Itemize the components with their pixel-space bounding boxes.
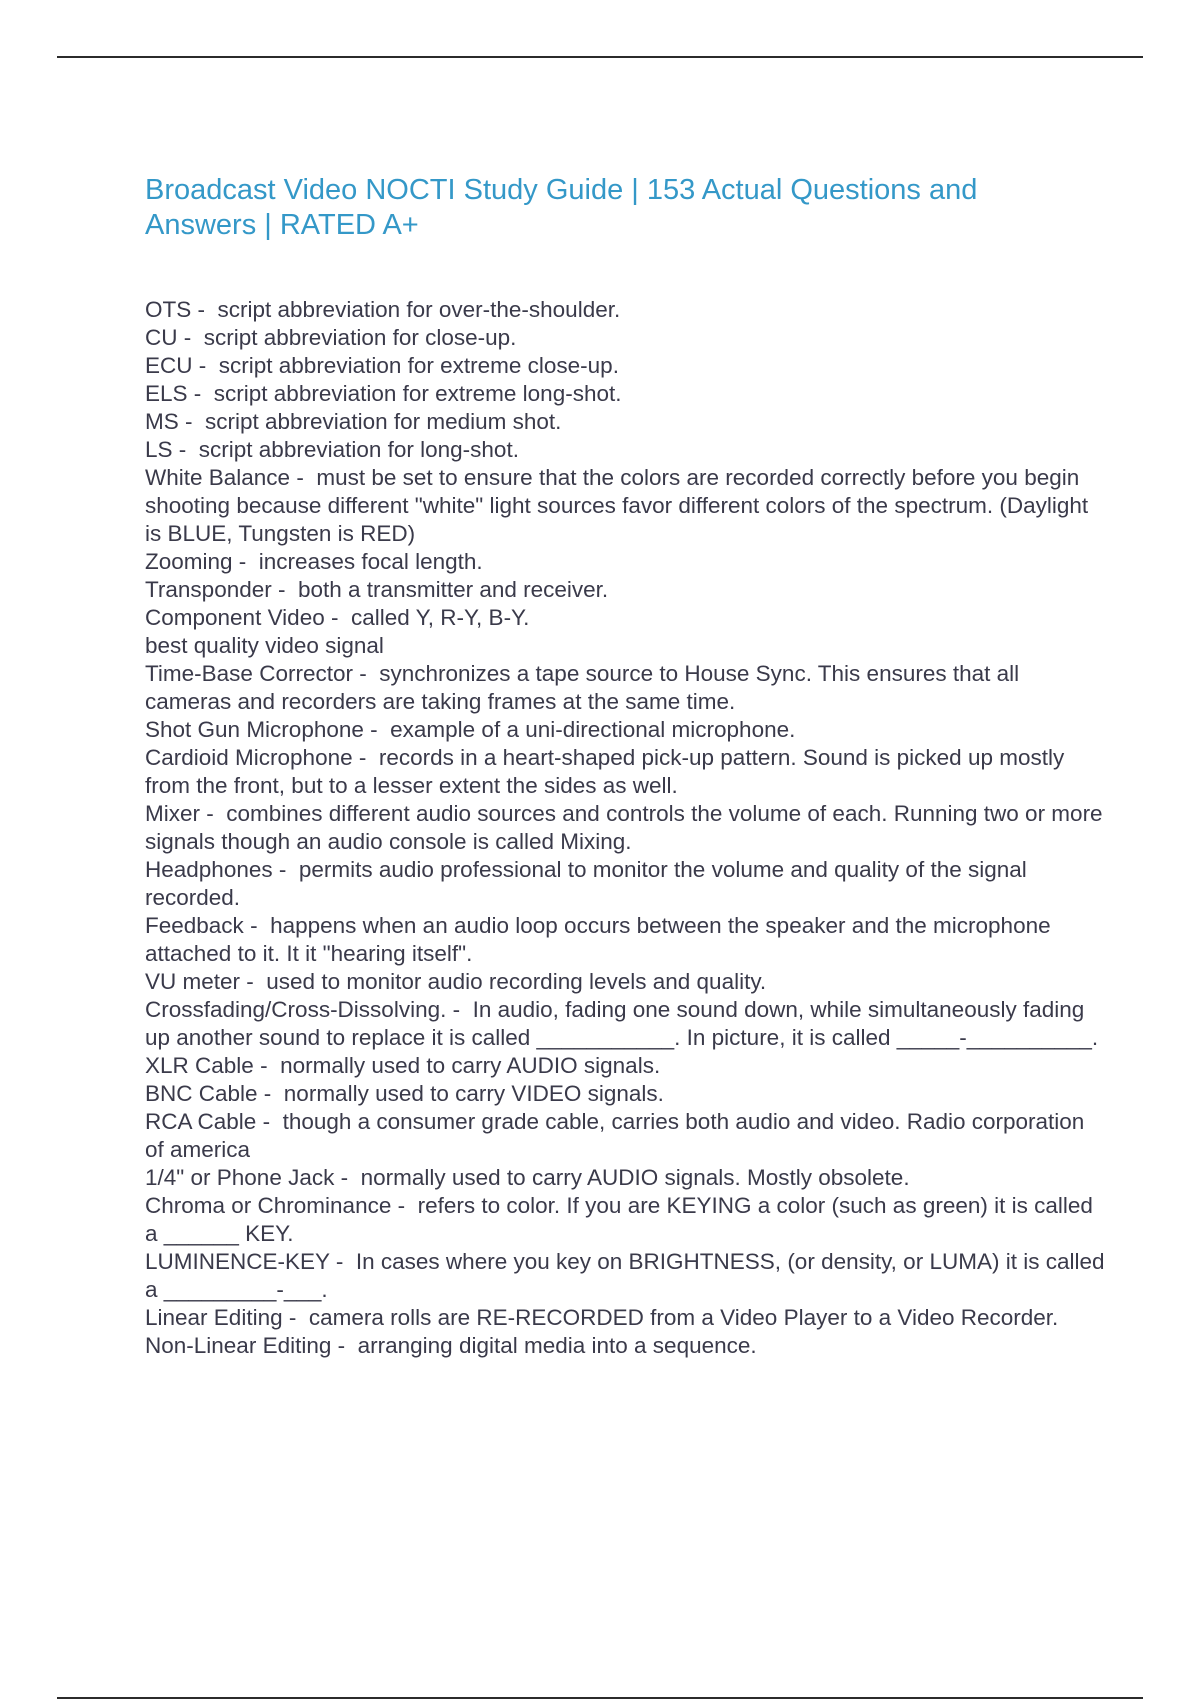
entry-definition: increases focal length.: [258, 549, 483, 574]
entry-definition: records in a heart-shaped pick-up pattern. Sound is picked up mostly from the front, but to a lesser extent the sides as well.: [145, 745, 1071, 798]
study-entry: [145, 660, 1105, 716]
entry-definition: normally used to carry AUDIO signals. Mostly obsolete.: [360, 1165, 910, 1190]
entry-definition: In audio, fading one sound down, while simultaneously fading up another sound to replace it is called ___________. In picture, it is called _____-__________.: [145, 997, 1099, 1050]
document-title: Broadcast Video NOCTI Study Guide | 153 Actual Questions and Answers | RATED A+: [145, 174, 978, 241]
entry-term: LUMINENCE-KEY: [145, 1249, 330, 1274]
study-entry: [145, 380, 1105, 408]
entry-definition: happens when an audio loop occurs between the speaker and the microphone attached to it. It it "hearing itself".: [145, 913, 1057, 966]
entry-term: ELS: [145, 381, 188, 406]
entry-term: Linear Editing: [145, 1305, 283, 1330]
entry-separator: -: [334, 1165, 361, 1190]
entry-separator: -: [324, 605, 351, 630]
study-entry: [145, 1304, 1105, 1332]
entry-term: Feedback: [145, 913, 244, 938]
study-entry: [145, 604, 1105, 660]
entry-term: RCA Cable: [145, 1109, 257, 1134]
entry-separator: -: [446, 997, 473, 1022]
study-entry: [145, 464, 1105, 548]
study-entry: [145, 1164, 1105, 1192]
entry-definition: though a consumer grade cable, carries both audio and video. Radio corporation of america: [145, 1109, 1091, 1162]
study-entry: [145, 436, 1105, 464]
entry-separator: -: [172, 437, 199, 462]
entry-separator: -: [256, 1109, 283, 1134]
entry-separator: -: [290, 465, 317, 490]
entry-separator: -: [200, 801, 227, 826]
entry-term: VU meter: [145, 969, 241, 994]
entry-separator: -: [272, 857, 299, 882]
entry-separator: -: [271, 577, 298, 602]
entry-separator: -: [391, 1193, 418, 1218]
entry-term: Component Video: [145, 605, 325, 630]
entry-term: OTS: [145, 297, 192, 322]
entry-definition: In cases where you key on BRIGHTNESS, (or density, or LUMA) it is called a _________-___.: [145, 1249, 1111, 1302]
entry-separator: -: [177, 325, 204, 350]
entry-term: Transponder: [145, 577, 272, 602]
entry-separator: -: [331, 1333, 358, 1358]
study-entry: [145, 1052, 1105, 1080]
study-entry: [145, 324, 1105, 352]
entry-definition: normally used to carry VIDEO signals.: [283, 1081, 664, 1106]
entry-definition: script abbreviation for long-shot.: [198, 437, 519, 462]
entry-separator: -: [178, 409, 205, 434]
entry-separator: -: [243, 913, 271, 938]
entry-term: White Balance: [145, 465, 291, 490]
entry-separator: -: [192, 353, 219, 378]
entry-term: LS: [145, 437, 173, 462]
study-entry: [145, 548, 1105, 576]
entry-definition: synchronizes a tape source to House Sync. This ensures that all cameras and recorders are taking frames at the same time.: [145, 661, 1026, 714]
entry-definition: script abbreviation for over-the-shoulder.: [217, 297, 621, 322]
study-entry: [145, 1248, 1111, 1304]
entry-definition: normally used to carry AUDIO signals.: [280, 1053, 661, 1078]
entry-separator: -: [191, 297, 218, 322]
entry-term: Time-Base Corrector: [145, 661, 353, 686]
entry-term: Chroma or Chrominance: [145, 1193, 392, 1218]
entry-separator: -: [187, 381, 214, 406]
entry-definition: refers to color. If you are KEYING a color (such as green) it is called a ______ KEY.: [145, 1193, 1100, 1246]
entry-separator: -: [352, 745, 379, 770]
study-entry: [145, 1332, 1105, 1360]
entry-definition: permits audio professional to monitor the volume and quality of the signal recorded.: [145, 857, 1034, 910]
entry-term: Shot Gun Microphone: [145, 717, 364, 742]
entry-definition: script abbreviation for close-up.: [203, 325, 517, 350]
entry-term: XLR Cable: [145, 1053, 254, 1078]
bottom-divider-line: [57, 1697, 1143, 1699]
study-entry: [145, 1080, 1105, 1108]
study-entry: [145, 716, 1105, 744]
study-entry: [145, 996, 1105, 1052]
entry-separator: -: [240, 969, 267, 994]
entry-separator: -: [329, 1249, 356, 1274]
study-entry: [145, 1192, 1105, 1248]
entry-term: ECU: [145, 353, 193, 378]
study-entry: [145, 912, 1105, 968]
entry-separator: -: [282, 1305, 309, 1330]
study-entry: [145, 800, 1109, 856]
entry-definition: script abbreviation for extreme close-up.: [218, 353, 619, 378]
study-entry: [145, 744, 1105, 800]
entry-term: Crossfading/Cross-Dissolving.: [145, 997, 447, 1022]
study-entry: [145, 576, 1105, 604]
entry-term: Zooming: [145, 549, 233, 574]
entry-definition: arranging digital media into a sequence.: [357, 1333, 757, 1358]
study-entry: [145, 408, 1105, 436]
entry-separator: -: [257, 1081, 284, 1106]
entry-definition: both a transmitter and receiver.: [298, 577, 609, 602]
entry-term: Mixer: [145, 801, 200, 826]
entry-separator: -: [232, 549, 259, 574]
entry-definition: called Y, R-Y, B-Y. best quality video signal: [145, 605, 530, 658]
study-entry: [145, 856, 1105, 912]
entry-definition: must be set to ensure that the colors are recorded correctly before you begin shooting because different "white" light sources favor different colors of the spectrum. (Daylight is BLUE, Tungsten is RED): [145, 465, 1095, 546]
study-guide-entries: [145, 296, 1111, 1360]
entry-term: Non-Linear Editing: [145, 1333, 332, 1358]
entry-definition: example of a uni-directional microphone.: [390, 717, 796, 742]
entry-term: BNC Cable: [145, 1081, 258, 1106]
entry-definition: combines different audio sources and controls the volume of each. Running two or more signals though an audio console is called Mixing.: [145, 801, 1109, 854]
study-entry: [145, 296, 1105, 324]
entry-definition: camera rolls are RE-RECORDED from a Video Player to a Video Recorder.: [308, 1305, 1059, 1330]
entry-separator: -: [363, 717, 391, 742]
study-entry: [145, 352, 1105, 380]
entry-term: Headphones: [145, 857, 273, 882]
entry-definition: script abbreviation for extreme long-shot.: [213, 381, 622, 406]
entry-definition: used to monitor audio recording levels and quality.: [266, 969, 767, 994]
study-entry: [145, 1108, 1105, 1164]
entry-separator: -: [253, 1053, 281, 1078]
entry-term: MS: [145, 409, 179, 434]
entry-term: CU: [145, 325, 178, 350]
entry-definition: script abbreviation for medium shot.: [205, 409, 562, 434]
entry-term: 1/4" or Phone Jack: [145, 1165, 335, 1190]
entry-separator: -: [352, 661, 380, 686]
entry-term: Cardioid Microphone: [145, 745, 353, 770]
study-entry: [145, 968, 1105, 996]
top-divider-line: [57, 56, 1143, 58]
